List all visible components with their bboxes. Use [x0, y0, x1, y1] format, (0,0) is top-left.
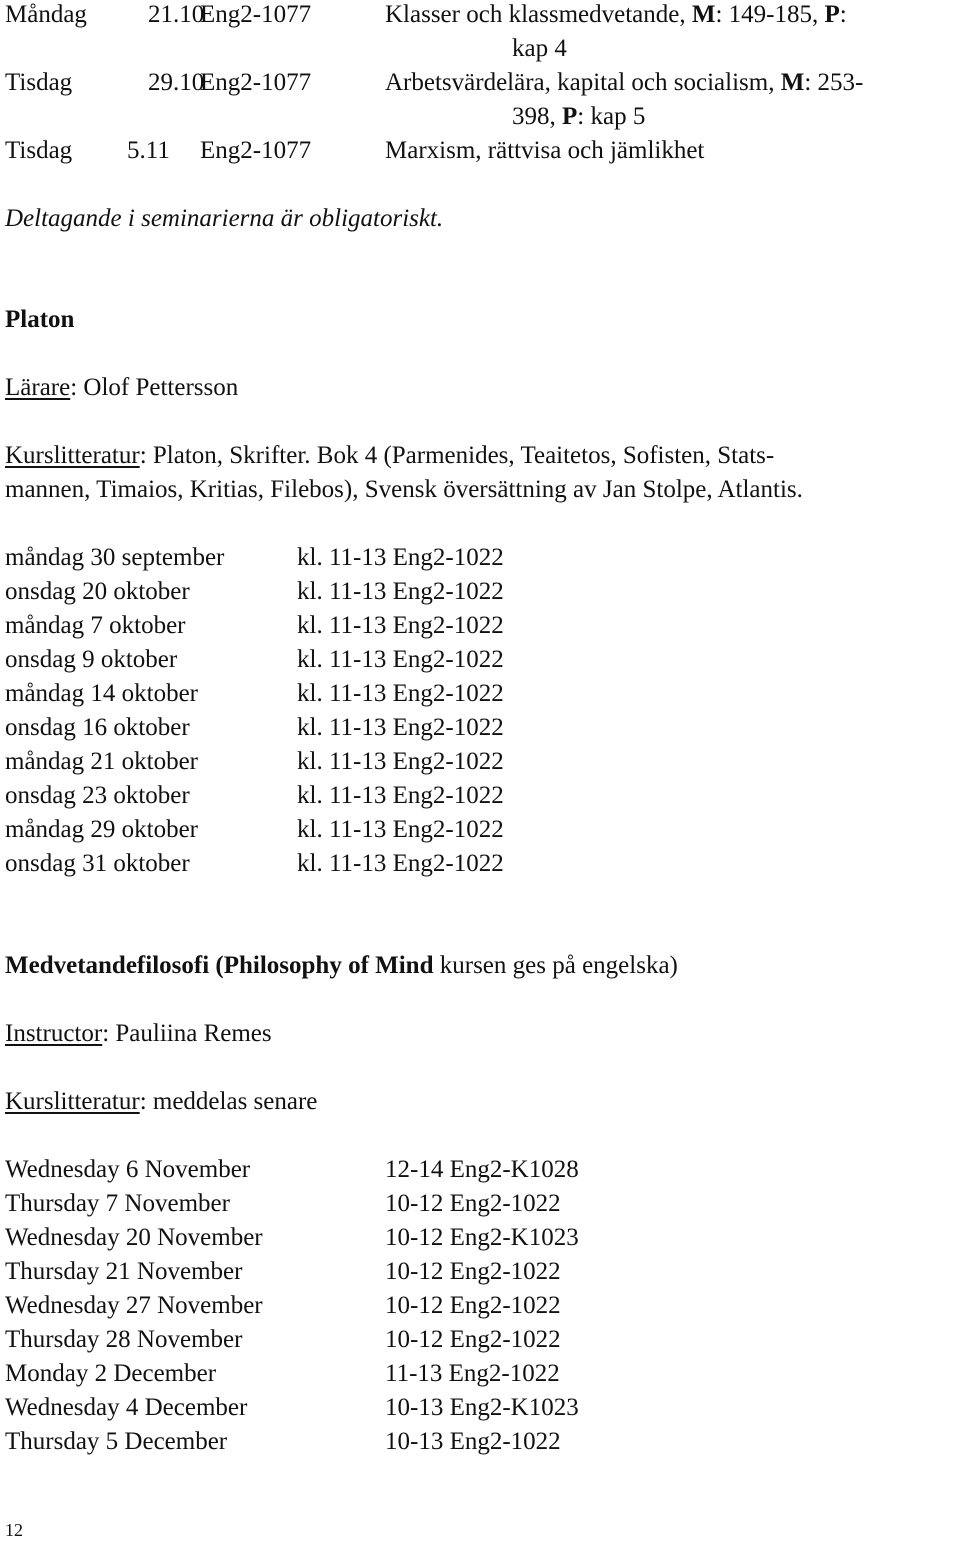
schedule-day: Tisdag	[5, 137, 73, 164]
literature-text-cont: mannen, Timaios, Kritias, Filebos), Svensk översättning av Jan Stolpe, Atlantis.	[5, 476, 803, 503]
reading-p-label: P	[824, 1, 840, 28]
session-day: Thursday 28 November	[5, 1326, 243, 1353]
session-time: kl. 11-13 Eng2-1022	[297, 646, 504, 673]
literature-line	[5, 441, 774, 471]
schedule-topic-wrap	[512, 102, 645, 132]
schedule-topic: Arbetsvärdelära, kapital och socialism,	[385, 69, 775, 96]
session-time: kl. 11-13 Eng2-1022	[297, 782, 504, 809]
session-day: Wednesday 4 December	[5, 1394, 248, 1421]
session-day: onsdag 16 oktober	[5, 714, 190, 741]
schedule-topic: Marxism, rättvisa och jämlikhet	[385, 137, 705, 164]
session-day: Monday 2 December	[5, 1360, 217, 1387]
literature-text: : meddelas senare	[139, 1088, 318, 1115]
session-time: kl. 11-13 Eng2-1022	[297, 578, 504, 605]
schedule-room: Eng2-1077	[200, 69, 312, 96]
session-time: kl. 11-13 Eng2-1022	[297, 816, 504, 843]
reading-p-text: : kap 5	[577, 103, 646, 130]
session-time: 10-12 Eng2-1022	[385, 1190, 561, 1217]
teacher-line	[5, 373, 238, 403]
reading-p-label: P	[562, 103, 578, 130]
section-heading-mind-bold: Medvetandefilosofi (Philosophy of Mind	[5, 952, 434, 979]
session-time: kl. 11-13 Eng2-1022	[297, 748, 504, 775]
session-day: onsdag 23 oktober	[5, 782, 190, 809]
session-time: kl. 11-13 Eng2-1022	[297, 680, 504, 707]
session-time: 10-12 Eng2-K1023	[385, 1224, 579, 1251]
reading-m-label: M	[780, 69, 805, 96]
session-time: 10-13 Eng2-K1023	[385, 1394, 579, 1421]
section-heading-mind	[5, 951, 678, 981]
reading-p-text: :	[839, 1, 847, 28]
session-day: onsdag 31 oktober	[5, 850, 190, 877]
instructor-name: : Pauliina Remes	[102, 1020, 272, 1047]
reading-m-pages: : 149-185,	[715, 1, 819, 28]
session-time: 10-12 Eng2-1022	[385, 1326, 561, 1353]
session-day: måndag 14 oktober	[5, 680, 199, 707]
schedule-topic-line	[385, 0, 847, 30]
session-time: kl. 11-13 Eng2-1022	[297, 544, 504, 571]
session-time: kl. 11-13 Eng2-1022	[297, 850, 504, 877]
reading-m-pages: : 253-	[804, 69, 864, 96]
session-time: 10-12 Eng2-1022	[385, 1292, 561, 1319]
schedule-topic: Klasser och klassmedvetande,	[385, 1, 686, 28]
teacher-name: : Olof Pettersson	[70, 374, 239, 401]
session-time: kl. 11-13 Eng2-1022	[297, 714, 504, 741]
session-day: måndag 21 oktober	[5, 748, 199, 775]
session-day: Thursday 5 December	[5, 1428, 228, 1455]
schedule-room: Eng2-1077	[200, 137, 312, 164]
reading-m-pages-cont: 398,	[512, 103, 556, 130]
schedule-date: 21.10	[148, 1, 205, 28]
schedule-day: Tisdag	[5, 69, 73, 96]
session-day: Wednesday 6 November	[5, 1156, 251, 1183]
session-day: måndag 7 oktober	[5, 612, 186, 639]
section-heading-platon: Platon	[5, 306, 75, 333]
session-day: Thursday 7 November	[5, 1190, 230, 1217]
section-heading-mind-rest: kursen ges på engelska)	[433, 952, 678, 979]
literature-line	[5, 1087, 317, 1117]
session-time: kl. 11-13 Eng2-1022	[297, 612, 504, 639]
session-day: Wednesday 20 November	[5, 1224, 263, 1251]
session-day: onsdag 20 oktober	[5, 578, 190, 605]
literature-label: Kurslitteratur	[5, 1088, 140, 1115]
session-time: 10-13 Eng2-1022	[385, 1428, 561, 1455]
literature-label: Kurslitteratur	[5, 442, 140, 469]
teacher-label: Lärare	[5, 374, 71, 401]
session-day: måndag 30 september	[5, 544, 225, 571]
session-day: onsdag 9 oktober	[5, 646, 178, 673]
schedule-date: 29.10	[148, 69, 205, 96]
session-day: måndag 29 oktober	[5, 816, 199, 843]
session-time: 10-12 Eng2-1022	[385, 1258, 561, 1285]
literature-text: : Platon, Skrifter. Bok 4 (Parmenides, Teaitetos, Sofisten, Stats-	[139, 442, 775, 469]
reading-m-label: M	[691, 1, 716, 28]
instructor-line	[5, 1019, 272, 1049]
session-time: 11-13 Eng2-1022	[385, 1360, 560, 1387]
session-day: Wednesday 27 November	[5, 1292, 263, 1319]
instructor-label: Instructor	[5, 1020, 103, 1047]
session-day: Thursday 21 November	[5, 1258, 243, 1285]
schedule-day: Måndag	[5, 1, 87, 28]
schedule-room: Eng2-1077	[200, 1, 312, 28]
schedule-topic-line	[385, 68, 863, 98]
schedule-date: 5.11	[127, 137, 170, 164]
page-number: 12	[5, 1520, 23, 1540]
schedule-topic-wrap: kap 4	[512, 35, 567, 62]
session-time: 12-14 Eng2-K1028	[385, 1156, 579, 1183]
seminar-note: Deltagande i seminarierna är obligatoriskt.	[5, 205, 444, 232]
